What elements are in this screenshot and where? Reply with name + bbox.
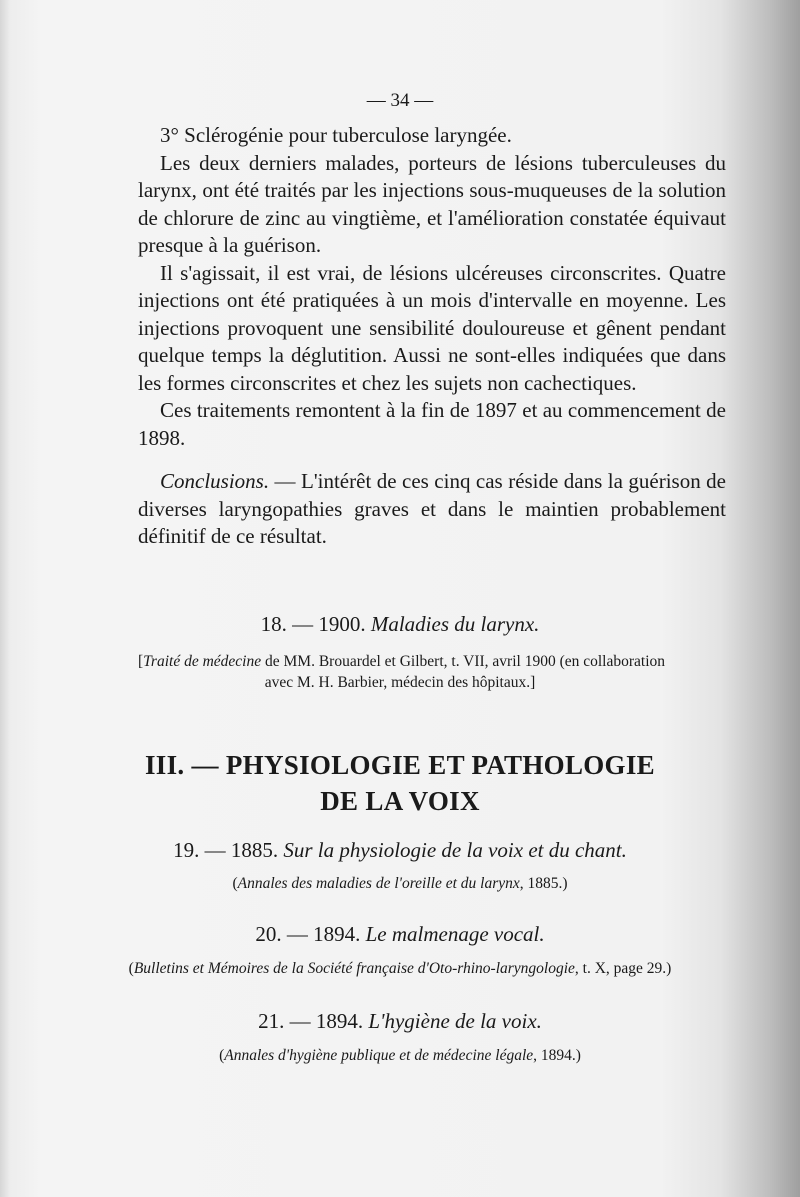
source-detail: , t. X, page 29.) bbox=[574, 960, 672, 977]
conclusion-paragraph bbox=[138, 468, 726, 551]
reference-18-title bbox=[0, 612, 800, 637]
paragraph-3: Ces traitements remontent à la fin de 1897 et au commencement de 1898. bbox=[138, 398, 726, 450]
bracket: ( bbox=[219, 1047, 225, 1064]
paragraph-1: Les deux derniers malades, porteurs de lésions tuberculeuses du larynx, ont été traités par les injections sous-muqueuses de la solution de chlorure de zinc au vingtième, et l'amélioration constatée équivaut presque à la guérison. bbox=[138, 150, 726, 257]
source-detail: , 1885.) bbox=[519, 875, 568, 892]
conclusion-label: Conclusions. bbox=[160, 469, 270, 493]
reference-19-title bbox=[0, 838, 800, 863]
reference-title: Sur la physiologie de la voix et du chant. bbox=[283, 838, 627, 862]
source-detail: de MM. Brouardel et Gilbert, t. VII, avril 1900 (en collaboration bbox=[261, 653, 666, 670]
reference-20-title bbox=[0, 922, 800, 947]
reference-18-source-line-2: avec M. H. Barbier, médecin des hôpitaux.] bbox=[264, 674, 536, 691]
reference-21-source bbox=[0, 1045, 800, 1066]
source-title: Annales d'hygiène publique et de médecine légale bbox=[224, 1047, 534, 1064]
chapter-heading-line-1: III. — PHYSIOLOGIE ET PATHOLOGIE bbox=[145, 750, 655, 780]
source-title: Bulletins et Mémoires de la Société française d'Oto-rhino-laryngologie bbox=[133, 960, 575, 977]
reference-number: 18. — 1900. bbox=[260, 612, 371, 636]
reference-21-title bbox=[0, 1009, 800, 1034]
section-body bbox=[138, 122, 726, 551]
reference-title: L'hygiène de la voix. bbox=[368, 1009, 542, 1033]
reference-18-source-line-1 bbox=[138, 651, 728, 672]
reference-title: Maladies du larynx. bbox=[370, 612, 540, 636]
reference-title: Le malmenage vocal. bbox=[365, 922, 545, 946]
bracket: ( bbox=[128, 960, 134, 977]
conclusion-text: — L'intérêt de ces cinq cas réside dans la guérison de diverses laryngopathies graves et dans le maintien probablement définitif de ce résultat. bbox=[138, 469, 726, 548]
reference-number: 19. — 1885. bbox=[173, 838, 284, 862]
item-3-heading: 3° Sclérogénie pour tuberculose laryngée. bbox=[160, 123, 512, 147]
bracket: [ bbox=[138, 653, 144, 670]
reference-number: 20. — 1894. bbox=[255, 922, 366, 946]
chapter-heading-line-2: DE LA VOIX bbox=[320, 786, 480, 816]
source-detail: , 1894.) bbox=[533, 1047, 581, 1064]
reference-19-source bbox=[0, 873, 800, 894]
page-number: — 34 — bbox=[366, 90, 434, 111]
reference-number: 21. — 1894. bbox=[258, 1009, 369, 1033]
paragraph-2: Il s'agissait, il est vrai, de lésions ulcéreuses circonscrites. Quatre injections ont été pratiquées à un mois d'intervalle en moyenne. Les injections provoquent une sensibilité douloureuse et gênent pendant quelque temps la déglutition. Aussi ne sont-elles indiquées que dans les formes circonscrites et chez les sujets non cachectiques. bbox=[138, 260, 726, 395]
reference-20-source bbox=[0, 958, 800, 979]
source-title: Annales des maladies de l'oreille et du larynx bbox=[237, 875, 520, 892]
source-title: Traité de médecine bbox=[143, 653, 262, 670]
bracket: ( bbox=[232, 875, 238, 892]
